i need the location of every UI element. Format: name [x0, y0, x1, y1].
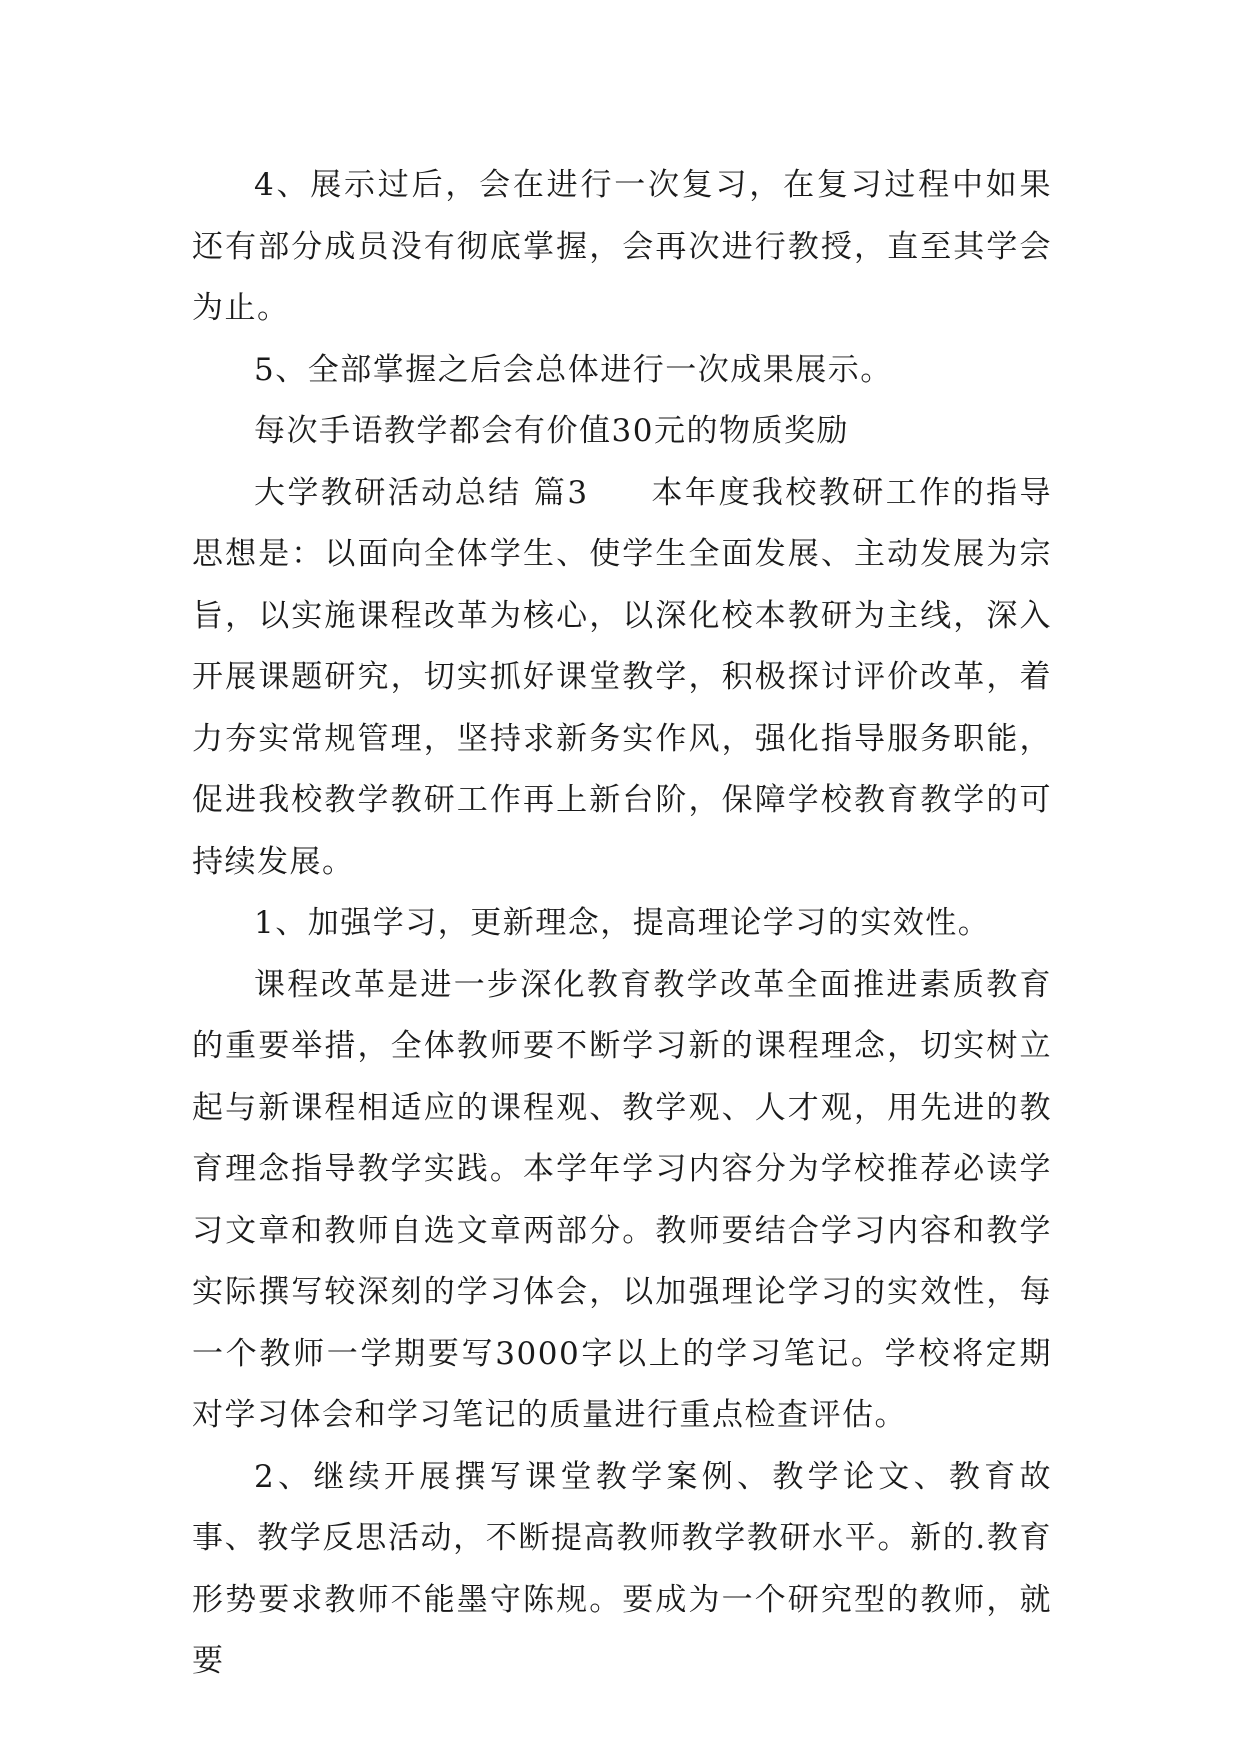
paragraph-point-2: 2、继续开展撰写课堂教学案例、教学论文、教育故事、教学反思活动，不断提高教师教学教研水平。新的.教育形势要求教师不能墨守陈规。要成为一个研究型的教师，就要 [192, 1458, 1052, 1679]
paragraph-curriculum-reform: 课程改革是进一步深化教育教学改革全面推进素质教育的重要举措，全体教师要不断学习新的课程理念，切实树立起与新课程相适应的课程观、教学观、人才观，用先进的教育理念指导教学实践。本学年学习内容分为学校推荐必读学习文章和教师自选文章两部分。教师要结合学习内容和教学实际撰写较深刻的学习体会，以加强理论学习的实效性，每一个教师一学期要写3000字以上的学习笔记。学校将定期对学习体会和学习笔记的质量进行重点检查评估。 [192, 966, 1052, 1433]
paragraph-reward: 每次手语教学都会有价值30元的物质奖励 [254, 413, 849, 449]
paragraph-section-3 [192, 463, 1052, 894]
section-heading: 大学教研活动总结 篇3 [254, 474, 589, 511]
paragraph-point-1: 1、加强学习，更新理念，提高理论学习的实效性。 [254, 905, 991, 941]
document-body [192, 155, 1052, 1693]
section-intro-text: 本年度我校教研工作的指导思想是：以面向全体学生、使学生全面发展、主动发展为宗旨，以实施课程改革为核心，以深化校本教研为主线，深入开展课题研究，切实抓好课堂教学，积极探讨评价改革，着力夯实常规管理，坚持求新务实作风，强化指导服务职能，促进我校教学教研工作再上新台阶，保障学校教育教学的可持续发展。 [192, 474, 1053, 880]
paragraph-review-step: 4、展示过后，会在进行一次复习，在复习过程中如果还有部分成员没有彻底掌握，会再次进行教授，直至其学会为止。 [192, 167, 1052, 326]
paragraph-showcase-step: 5、全部掌握之后会总体进行一次成果展示。 [254, 351, 893, 388]
